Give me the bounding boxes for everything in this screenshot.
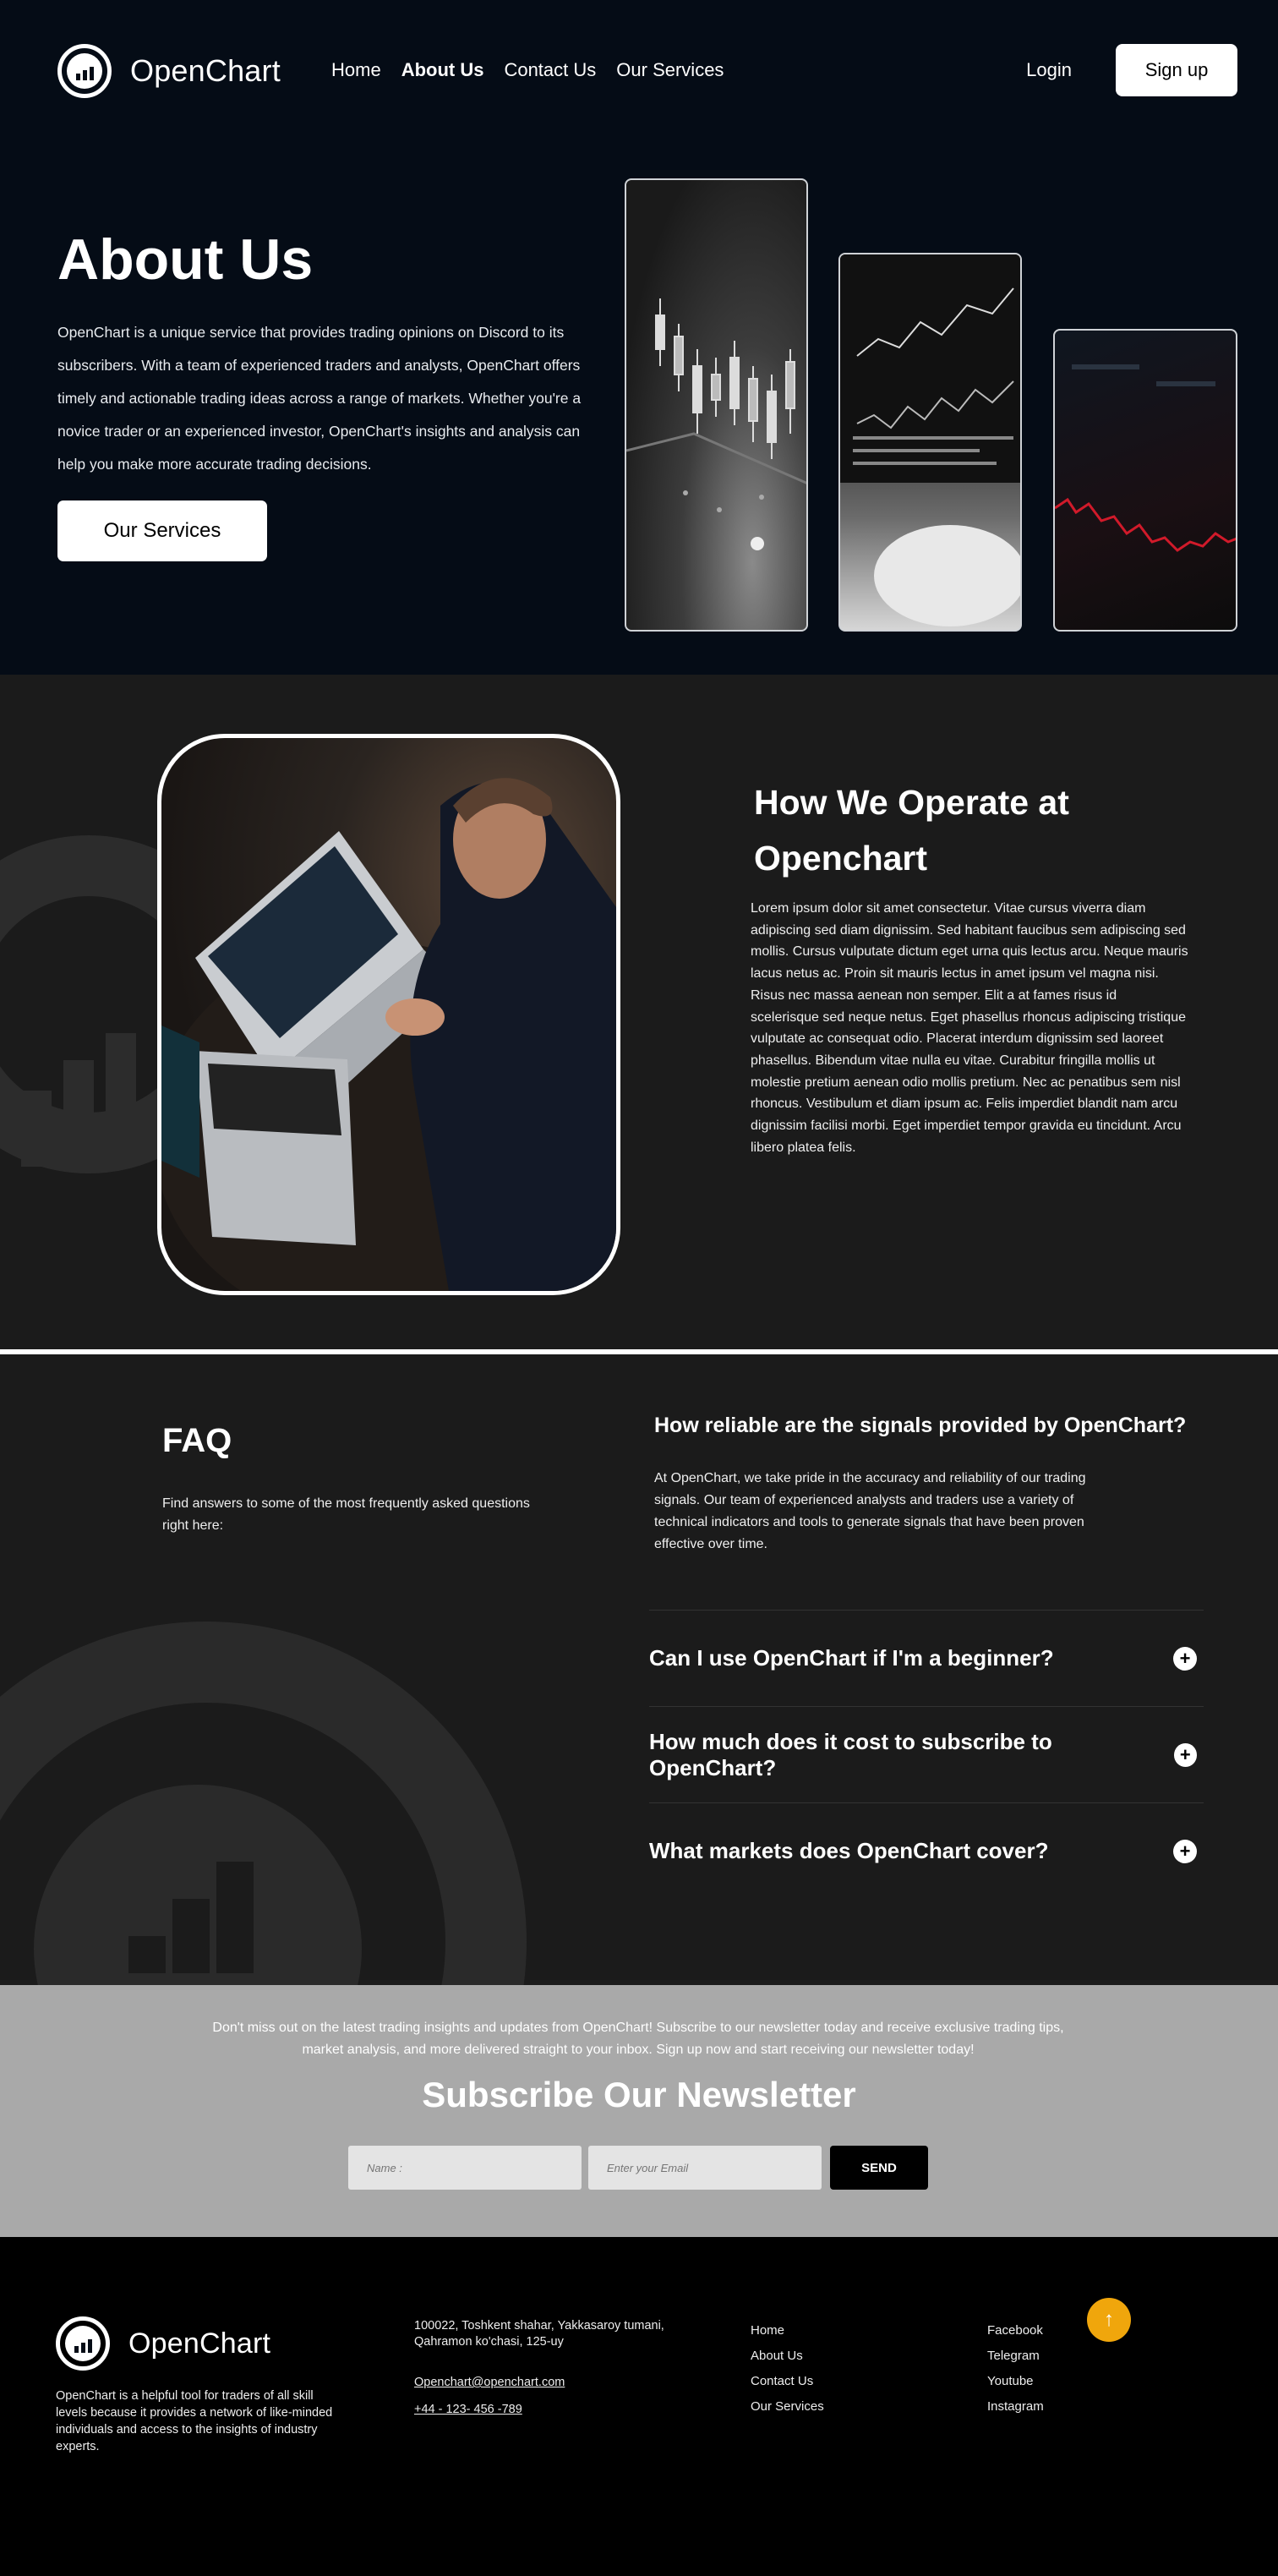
- footer-address: 100022, Toshkent shahar, Yakkasaroy tumani, Qahramon ko'chasi, 125-uy: [414, 2319, 664, 2349]
- nav-about-us[interactable]: About Us: [401, 59, 484, 80]
- footer-nav-links: [751, 2318, 824, 2420]
- laptop-trading-image: [838, 253, 1022, 632]
- newsletter-title: Subscribe Our Newsletter: [422, 2075, 856, 2114]
- brand-logo[interactable]: [57, 44, 281, 98]
- nav-home[interactable]: Home: [331, 59, 381, 80]
- expand-plus-icon[interactable]: +: [1173, 1647, 1197, 1671]
- operate-section: [0, 675, 1278, 1349]
- footer-social-links: [987, 2318, 1044, 2420]
- footer-link-contact-us[interactable]: Contact Us: [751, 2374, 814, 2388]
- trader-at-laptops-image: [157, 734, 620, 1295]
- auth-actions: [1026, 44, 1237, 96]
- logo-icon: [57, 44, 112, 98]
- newsletter-section: [0, 1985, 1278, 2237]
- faq-item[interactable]: [649, 1706, 1204, 1802]
- footer-link-home[interactable]: Home: [751, 2323, 785, 2338]
- faq-title: FAQ: [162, 1422, 232, 1459]
- footer-link-facebook[interactable]: Facebook: [987, 2323, 1043, 2338]
- faq-section: [0, 1354, 1278, 1985]
- faq-item[interactable]: [649, 1610, 1204, 1706]
- faq-item[interactable]: [649, 1802, 1204, 1899]
- trading-chart-image-1: [625, 178, 808, 632]
- nav-links: [331, 59, 725, 81]
- nav-our-services[interactable]: Our Services: [616, 59, 724, 80]
- login-link[interactable]: Login: [1026, 59, 1072, 80]
- faq-question: Can I use OpenChart if I'm a beginner?: [649, 1645, 1054, 1671]
- footer-about: OpenChart is a helpful tool for traders of all skill levels because it provides a network of like-minded individuals and access to the insights of industry experts.: [56, 2389, 333, 2453]
- faq-question: How much does it cost to subscribe to OpenChart?: [649, 1728, 1052, 1780]
- faq-open-answer: At OpenChart, we take pride in the accuracy and reliability of our trading signals. Our team of experienced analysts and traders use a variety of technical indicators and tools to generate signals that have been proven effective over time.: [654, 1471, 1086, 1551]
- top-nav: [57, 44, 1237, 96]
- nav-contact-us[interactable]: Contact Us: [504, 59, 597, 80]
- name-input[interactable]: [348, 2146, 582, 2190]
- logo-icon: [56, 2316, 110, 2371]
- signup-button[interactable]: Sign up: [1116, 44, 1237, 96]
- hero-description: OpenChart is a unique service that provides trading opinions on Discord to its subscribers. With a team of experienced traders and analysts, OpenChart offers timely and actionable trading ideas across a range of markets. Whether you're a novice trader or an experienced investor, OpenChart's insights and analysis can help you make more accurate trading decisions.: [57, 324, 582, 473]
- newsletter-description: Don't miss out on the latest trading insights and updates from OpenChart! Subscribe to our newsletter today and receive exclusive trading tips, market analysis, and more delivered straight to your inbox. Sign up now and start receiving our newsletter today!: [212, 2021, 1064, 2057]
- email-input[interactable]: [588, 2146, 822, 2190]
- newsletter-form: [348, 2146, 928, 2190]
- expand-plus-icon[interactable]: +: [1173, 1840, 1197, 1863]
- operate-description: Lorem ipsum dolor sit amet consectetur. Vitae cursus viverra diam adipiscing sed diam dignissim. Sed habitant faucibus sem adipiscing sed mollis. Cursus vulputate dictum eget urna quis lectus arcu. Neque mauris lacus netus ac. Proin sit mauris lectus in amet ipsum vel magna nisi. Risus nec massa aenean non semper. Elit a at fames risus id scelerisque sed neque netus. Eget phasellus rhoncus adipiscing tristique vulputate ac consequat odio. Placerat interdum dignissim sed laoreet phasellus. Bibendum vitae nulla eu vitae. Curabitur fringilla mollis ut molestie pretium aenean odio mollis pretium. Nec ac penatibus sem nisl rhoncus. Vestibulum et diam ipsum ac. Felis imperdiet blandit nam arcu dignissim facilisi morbi. Eget imperdiet tempor gravida eu tincidunt. Arcu libero platea felis.: [751, 901, 1188, 1155]
- footer-link-about-us[interactable]: About Us: [751, 2349, 803, 2363]
- footer-phone-link[interactable]: +44 - 123- 456 -789: [414, 2403, 522, 2416]
- send-button[interactable]: SEND: [830, 2146, 928, 2190]
- faq-open-question[interactable]: How reliable are the signals provided by OpenChart?: [654, 1414, 1187, 1437]
- scroll-to-top-arrow-icon[interactable]: ↑: [1087, 2298, 1131, 2342]
- footer: [0, 2237, 1278, 2576]
- brand-name: OpenChart: [130, 53, 281, 88]
- operate-title: How We Operate at Openchart: [754, 783, 1069, 878]
- footer-brand-logo[interactable]: [56, 2316, 270, 2371]
- decorative-bars-icon: [128, 1862, 254, 1973]
- faq-subtitle: Find answers to some of the most frequently asked questions right here:: [162, 1496, 530, 1533]
- footer-link-youtube[interactable]: Youtube: [987, 2374, 1034, 2388]
- our-services-button[interactable]: Our Services: [57, 500, 267, 561]
- decorative-bars-icon: [21, 1033, 136, 1167]
- footer-email-link[interactable]: Openchart@openchart.com: [414, 2376, 565, 2389]
- footer-link-our-services[interactable]: Our Services: [751, 2399, 824, 2414]
- hero-section: [0, 0, 1278, 675]
- expand-plus-icon[interactable]: +: [1174, 1743, 1197, 1767]
- footer-link-telegram[interactable]: Telegram: [987, 2349, 1040, 2363]
- page-title: About Us: [57, 227, 314, 292]
- faq-question: What markets does OpenChart cover?: [649, 1838, 1049, 1863]
- red-chart-image: [1053, 329, 1237, 632]
- footer-brand-name: OpenChart: [128, 2327, 271, 2360]
- footer-link-instagram[interactable]: Instagram: [987, 2399, 1044, 2414]
